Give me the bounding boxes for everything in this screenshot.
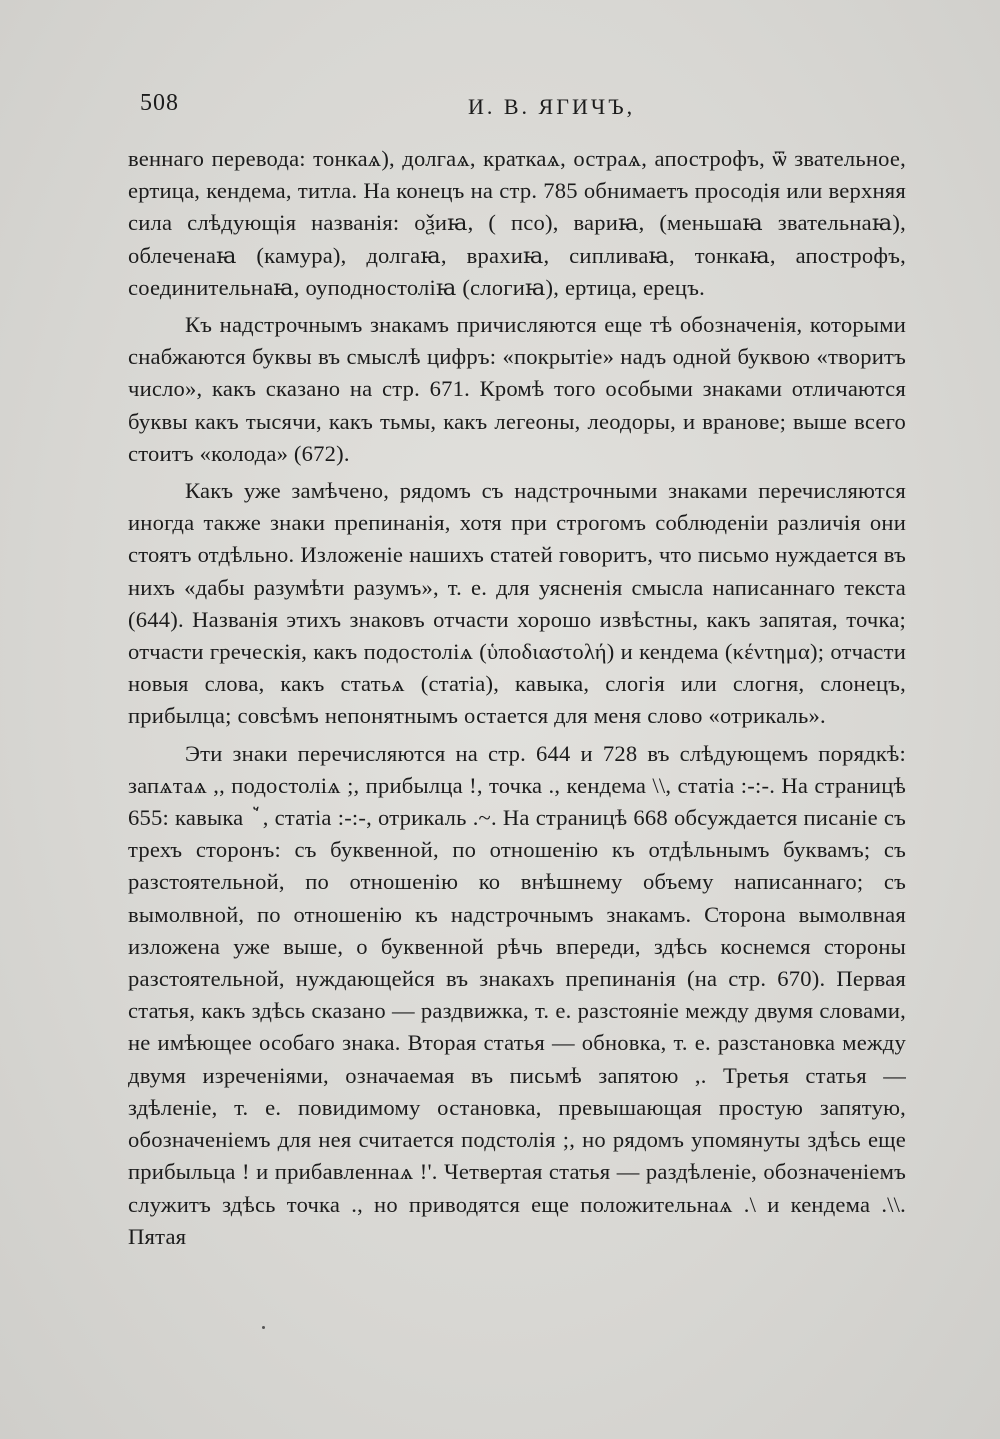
paragraph-sign-order: Эти знаки перечисляются на стр. 644 и 728 въ слѣдующемъ порядкѣ: запѧтаѧ ,, подостоліѧ ;, прибылца !, точка ., кендема \\, статіа :-:-. На страницѣ 655: кавыка ꙿ, статіа :-:-, отрикаль .~. На страницѣ 668 обсуждается писаніе съ трехъ сторонъ: съ буквенной, по отношенію къ отдѣльнымъ буквамъ; съ разстоятельной, по отношенію ко внѣшнему объему написаннаго; съ вымолвной, по отношенію къ надстрочнымъ знакамъ. Сторона вымолвная изложена уже выше, о буквенной рѣчь впереди, здѣсь коснемся стороны разстоятельной, нуждающейся въ знакахъ препинанія (на стр. 670). Первая статья, какъ здѣсь сказано — раздвижка, т. е. разстояніе между двумя словами, не имѣющее особаго знака. Вторая статья — обновка, т. е. разстановка между двумя изреченіями, означаемая въ письмѣ запятою ,. Третья статья — здѣленіе, т. е. повидимому остановка, превышающая простую запятую, обозначеніемъ для нея считается подстолія ;, но рядомъ упомянуты здѣсь еще прибыльца ! и прибавленнаѧ !'. Четвертая статья — раздѣленіе, обозначеніемъ служитъ здѣсь точка ., но приводятся еще положительнаѧ .\ и кендема .\\. Пятая bbox=[128, 740, 906, 1249]
body-text bbox=[128, 143, 906, 1258]
paragraph-punctuation-marks: Какъ уже замѣчено, рядомъ съ надстрочными знаками перечисляются иногда также знаки препинанія, хотя при строгомъ соблюденіи различія они стоятъ отдѣльно. Изложеніе нашихъ статей говоритъ, что письмо нуждается въ нихъ «дабы разумѣти разумъ», т. е. для уясненія смысла написаннаго текста (644). Названія этихъ знаковъ отчасти хорошо извѣстны, какъ запятая, точка; отчасти греческія, какъ подостоліѧ (ὑποδιαστολή) и кендема (κέντημα); отчасти новыя слова, какъ статьѧ (статіа), кавыка, слогія или слогня, слонецъ, прибылца; совсѣмъ непонятнымъ остается для меня слово «отрикаль». bbox=[128, 478, 906, 729]
running-head: И. В. ЯГИЧЪ, bbox=[468, 94, 636, 119]
scan-speck bbox=[262, 1326, 265, 1329]
page-number: 508 bbox=[140, 90, 179, 116]
page-header bbox=[0, 84, 1000, 124]
paragraph-continuation: веннаго перевода: тонкаѧ), долгаѧ, краткаѧ, остраѧ, апострофъ, ѿ звательное, ертица, кендема, титла. На конецъ на стр. 785 обнимаетъ просодія или верхняя сила слѣдующія названія: оѯиꙗ, ( псо), вариꙗ, (меньшаꙗ звательнаꙗ), облеченаꙗ (камура), долгаꙗ, врахиꙗ, сипливаꙗ, тонкаꙗ, апострофъ, соединительнаꙗ, оуподностоліꙗ (слогиꙗ), ертица, ерецъ. bbox=[128, 146, 906, 300]
paragraph-superscript-signs: Къ надстрочнымъ знакамъ причисляются еще тѣ обозначенія, которыми снабжаются буквы въ смыслѣ цифръ: «покрытіе» надъ одной буквою «творитъ число», какъ сказано на стр. 671. Кромѣ того особыми знаками отличаются буквы какъ тысячи, какъ тьмы, какъ легеоны, леодоры, и вранове; выше всего стоитъ «колода» (672). bbox=[128, 312, 906, 466]
